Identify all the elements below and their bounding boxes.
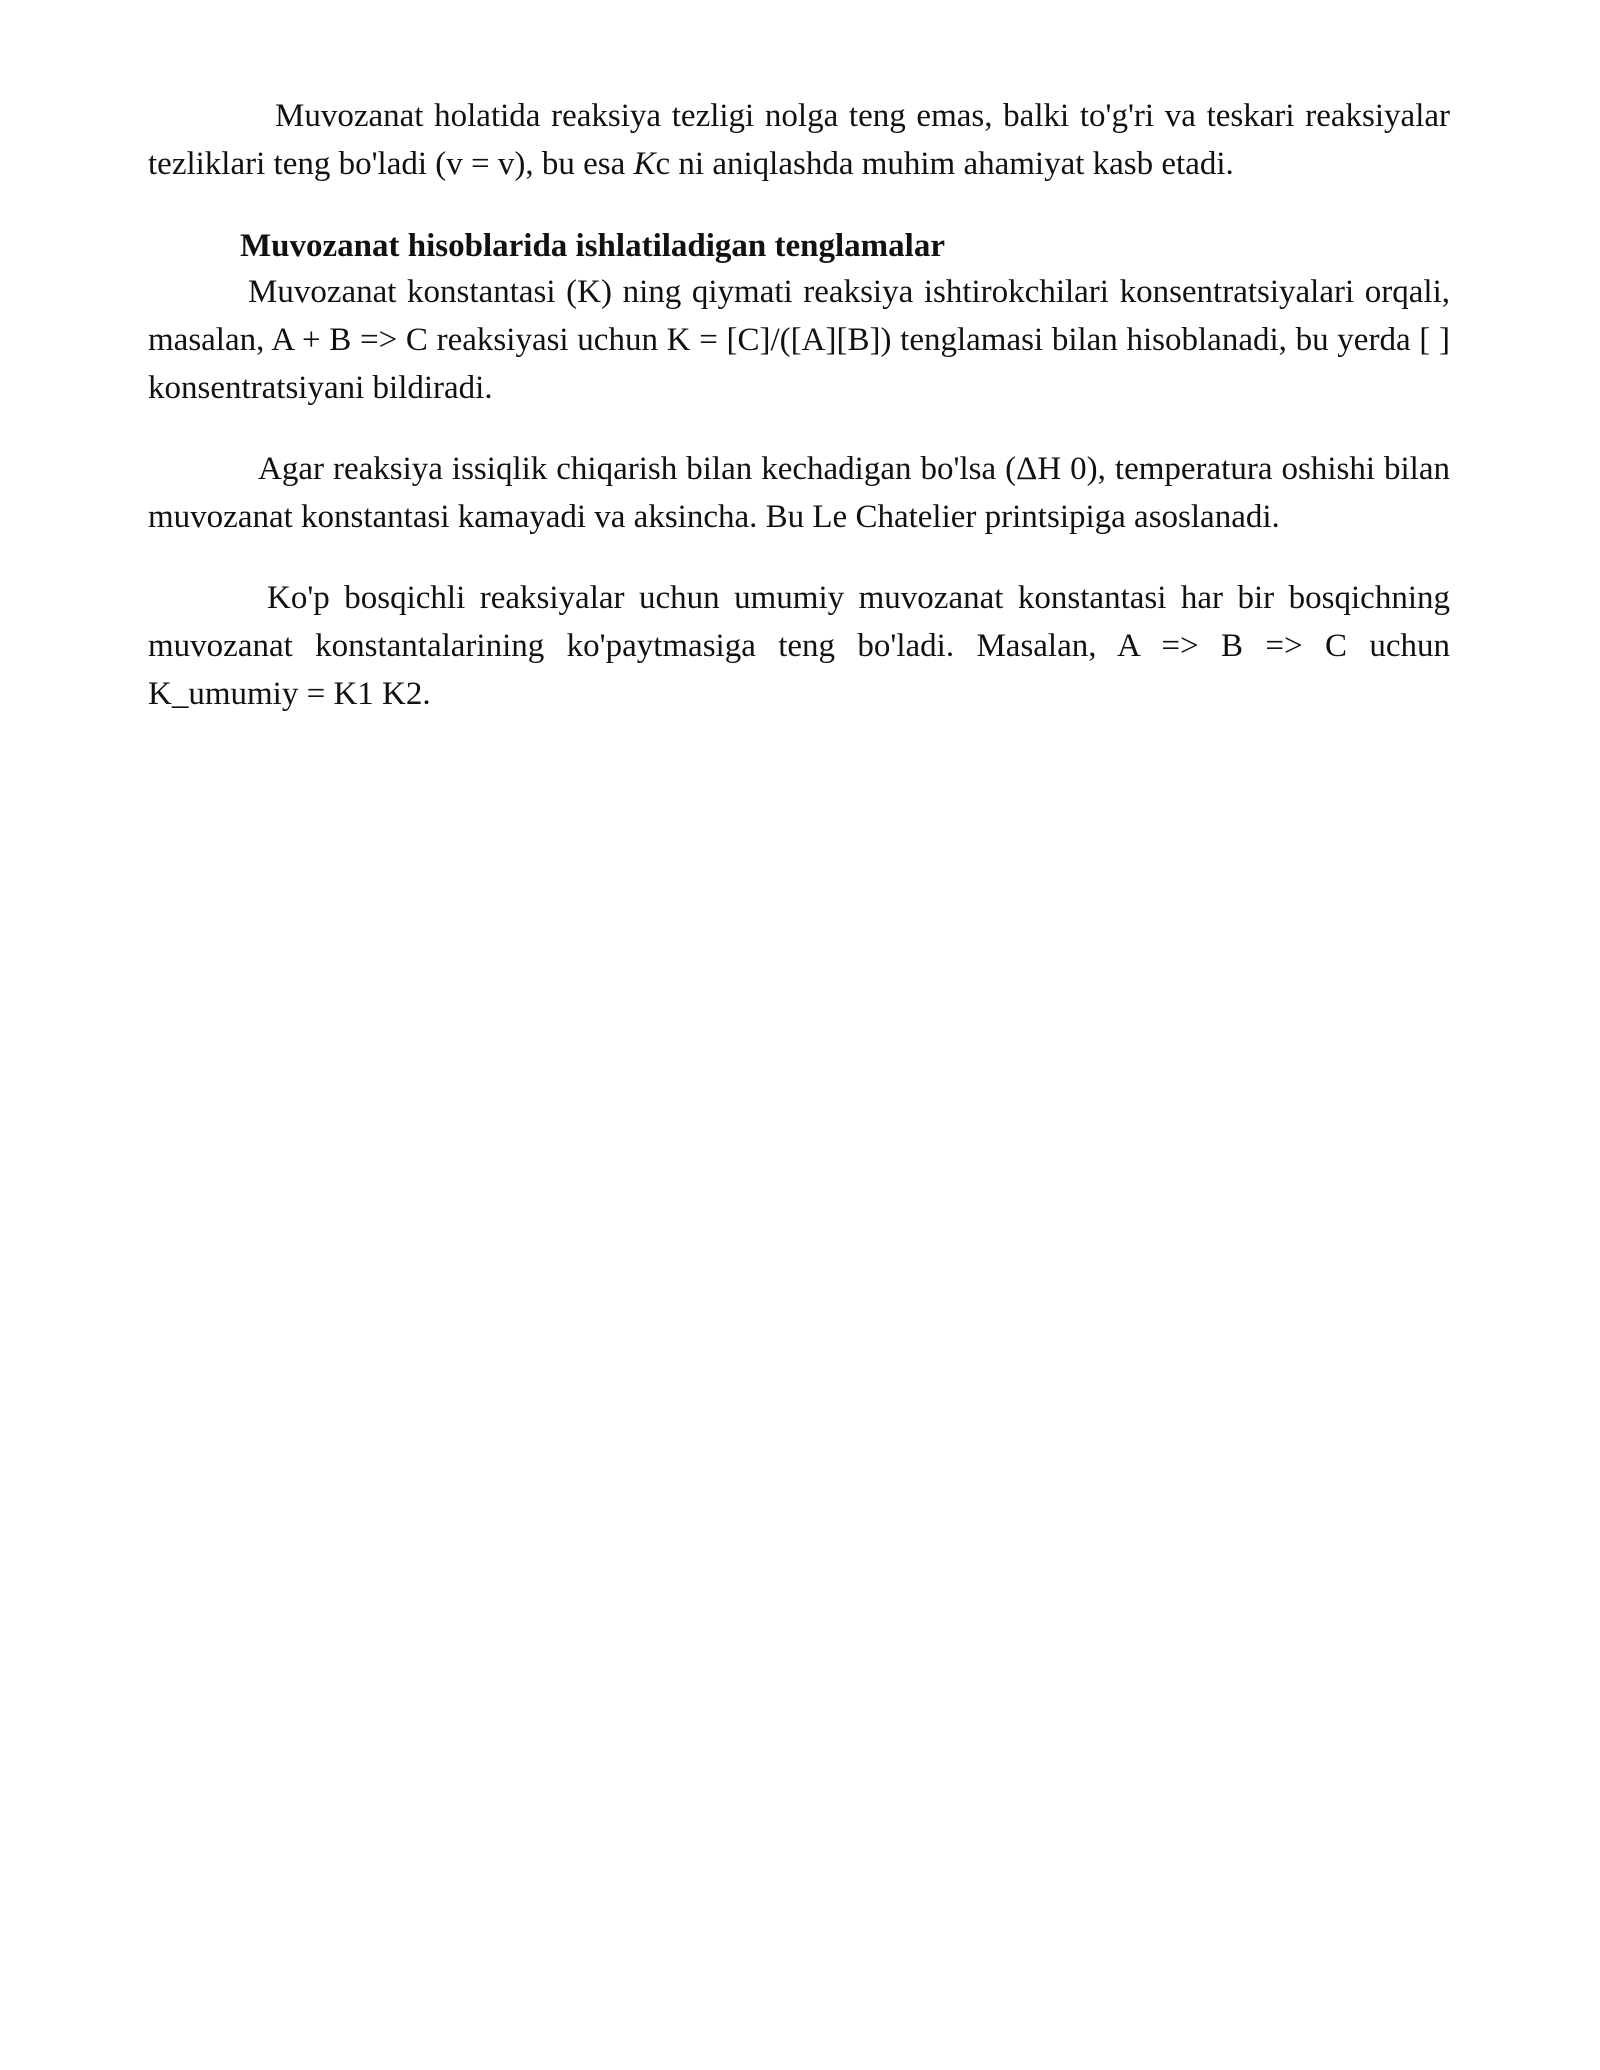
- paragraph-1-text: Muvozanat holatida reaksiya tezligi nolga teng emas, balki to'g'ri va teskari reaksiyalar tezliklari teng bo'ladi (v = v), bu esa: [148, 98, 1450, 182]
- paragraph-temperature-effect: Agar reaksiya issiqlik chiqarish bilan kechadigan bo'lsa (ΔH 0), temperatura oshishi bilan muvozanat konstantasi kamayadi va aksincha. Bu Le Chatelier printsipiga asoslanadi.: [148, 451, 1450, 535]
- paragraph-equilibrium-rate: [148, 92, 1450, 188]
- paragraph-multistep-reactions: Ko'p bosqichli reaksiyalar uchun umumiy muvozanat konstantasi har bir bosqichning muvozanat konstantalarining ko'paytmasiga teng bo'ladi. Masalan, A => B => C uchun K_umumiy = K1 K2.: [148, 580, 1450, 712]
- section-heading: Muvozanat hisoblarida ishlatiladigan tenglamalar: [240, 228, 945, 264]
- document-body: [148, 92, 1450, 718]
- kc-symbol-k: K: [633, 146, 656, 182]
- paragraph-equilibrium-constant: Muvozanat konstantasi (K) ning qiymati reaksiya ishtirokchilari konsentratsiyalari orqali, masalan, A + B => C reaksiyasi uchun K = [C]/([A][B]) tenglamasi bilan hisoblanadi, bu yerda [ ] konsentratsiyani bildiradi.: [148, 274, 1450, 406]
- kc-symbol-c: c: [655, 146, 671, 182]
- paragraph-1-tail: ni aniqlashda muhim ahamiyat kasb etadi.: [670, 146, 1234, 182]
